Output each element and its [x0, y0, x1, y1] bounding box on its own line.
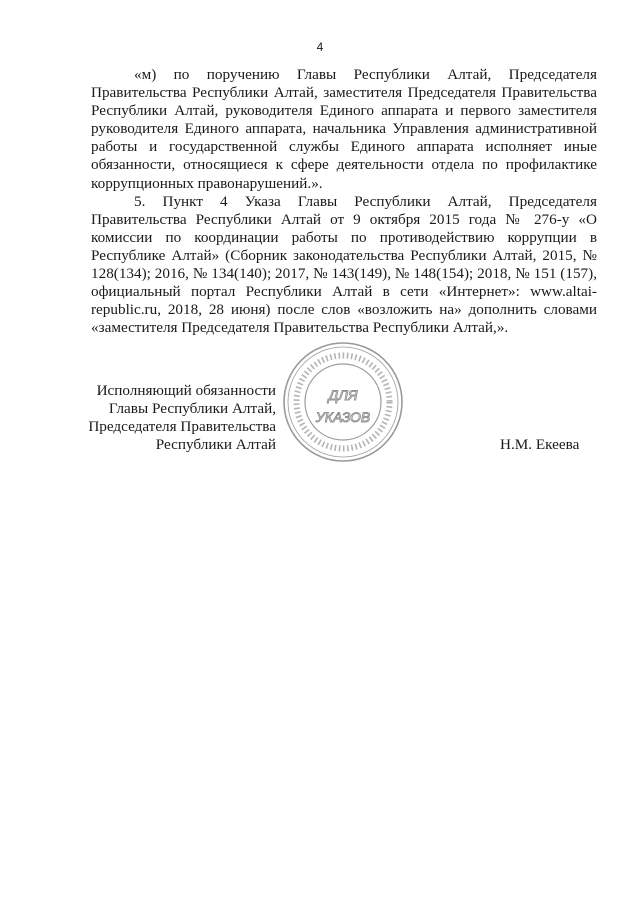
document-body	[91, 66, 597, 337]
signatory-title-line: Председателя Правительства	[88, 418, 276, 436]
signatory-title-line: Главы Республики Алтай,	[108, 400, 276, 418]
signatory-name: Н.М. Екеева	[500, 436, 580, 453]
paragraph-clause-5: 5. Пункт 4 Указа Главы Республики Алтай, Председателя Правительства Республики Алтай от 9 октября 2015 года № 276-у «О комиссии по координации работы по противодействию коррупции в Республике Алтай» (Сборник законодательства Республики Алтай, 2015, № 128(134); 2016, № 134(140); 2017, № 143(149), № 148(154); 2018, № 151 (157), официальный портал Республики Алтай в сети «Интернет»: www.altai-republic.ru, 2018, 28 июня) после слов «возложить на» дополнить словами «заместителя Председателя Правительства Республики Алтай,».	[91, 192, 597, 337]
signatory-title	[86, 382, 276, 454]
official-seal-stamp	[281, 340, 405, 464]
seal-text-line2: УКАЗОВ	[315, 409, 371, 425]
signatory-title-line: Исполняющий обязанности	[96, 382, 276, 399]
signatory-title-line: Республики Алтай	[155, 436, 276, 454]
seal-text-line1: ДЛЯ	[328, 387, 358, 403]
page-number: 4	[316, 40, 324, 54]
paragraph-clause-m: «м) по поручению Главы Республики Алтай, Председателя Правительства Республики Алтай, заместителя Председателя Правительства Республики Алтай, руководителя Единого аппарата и первого заместителя руководителя Единого аппарата, начальника Управления административной работы и государственной службы Единого аппарата исполняет иные обязанности, относящиеся к сфере деятельности отдела по профилактике коррупционных правонарушений.».	[91, 66, 597, 192]
